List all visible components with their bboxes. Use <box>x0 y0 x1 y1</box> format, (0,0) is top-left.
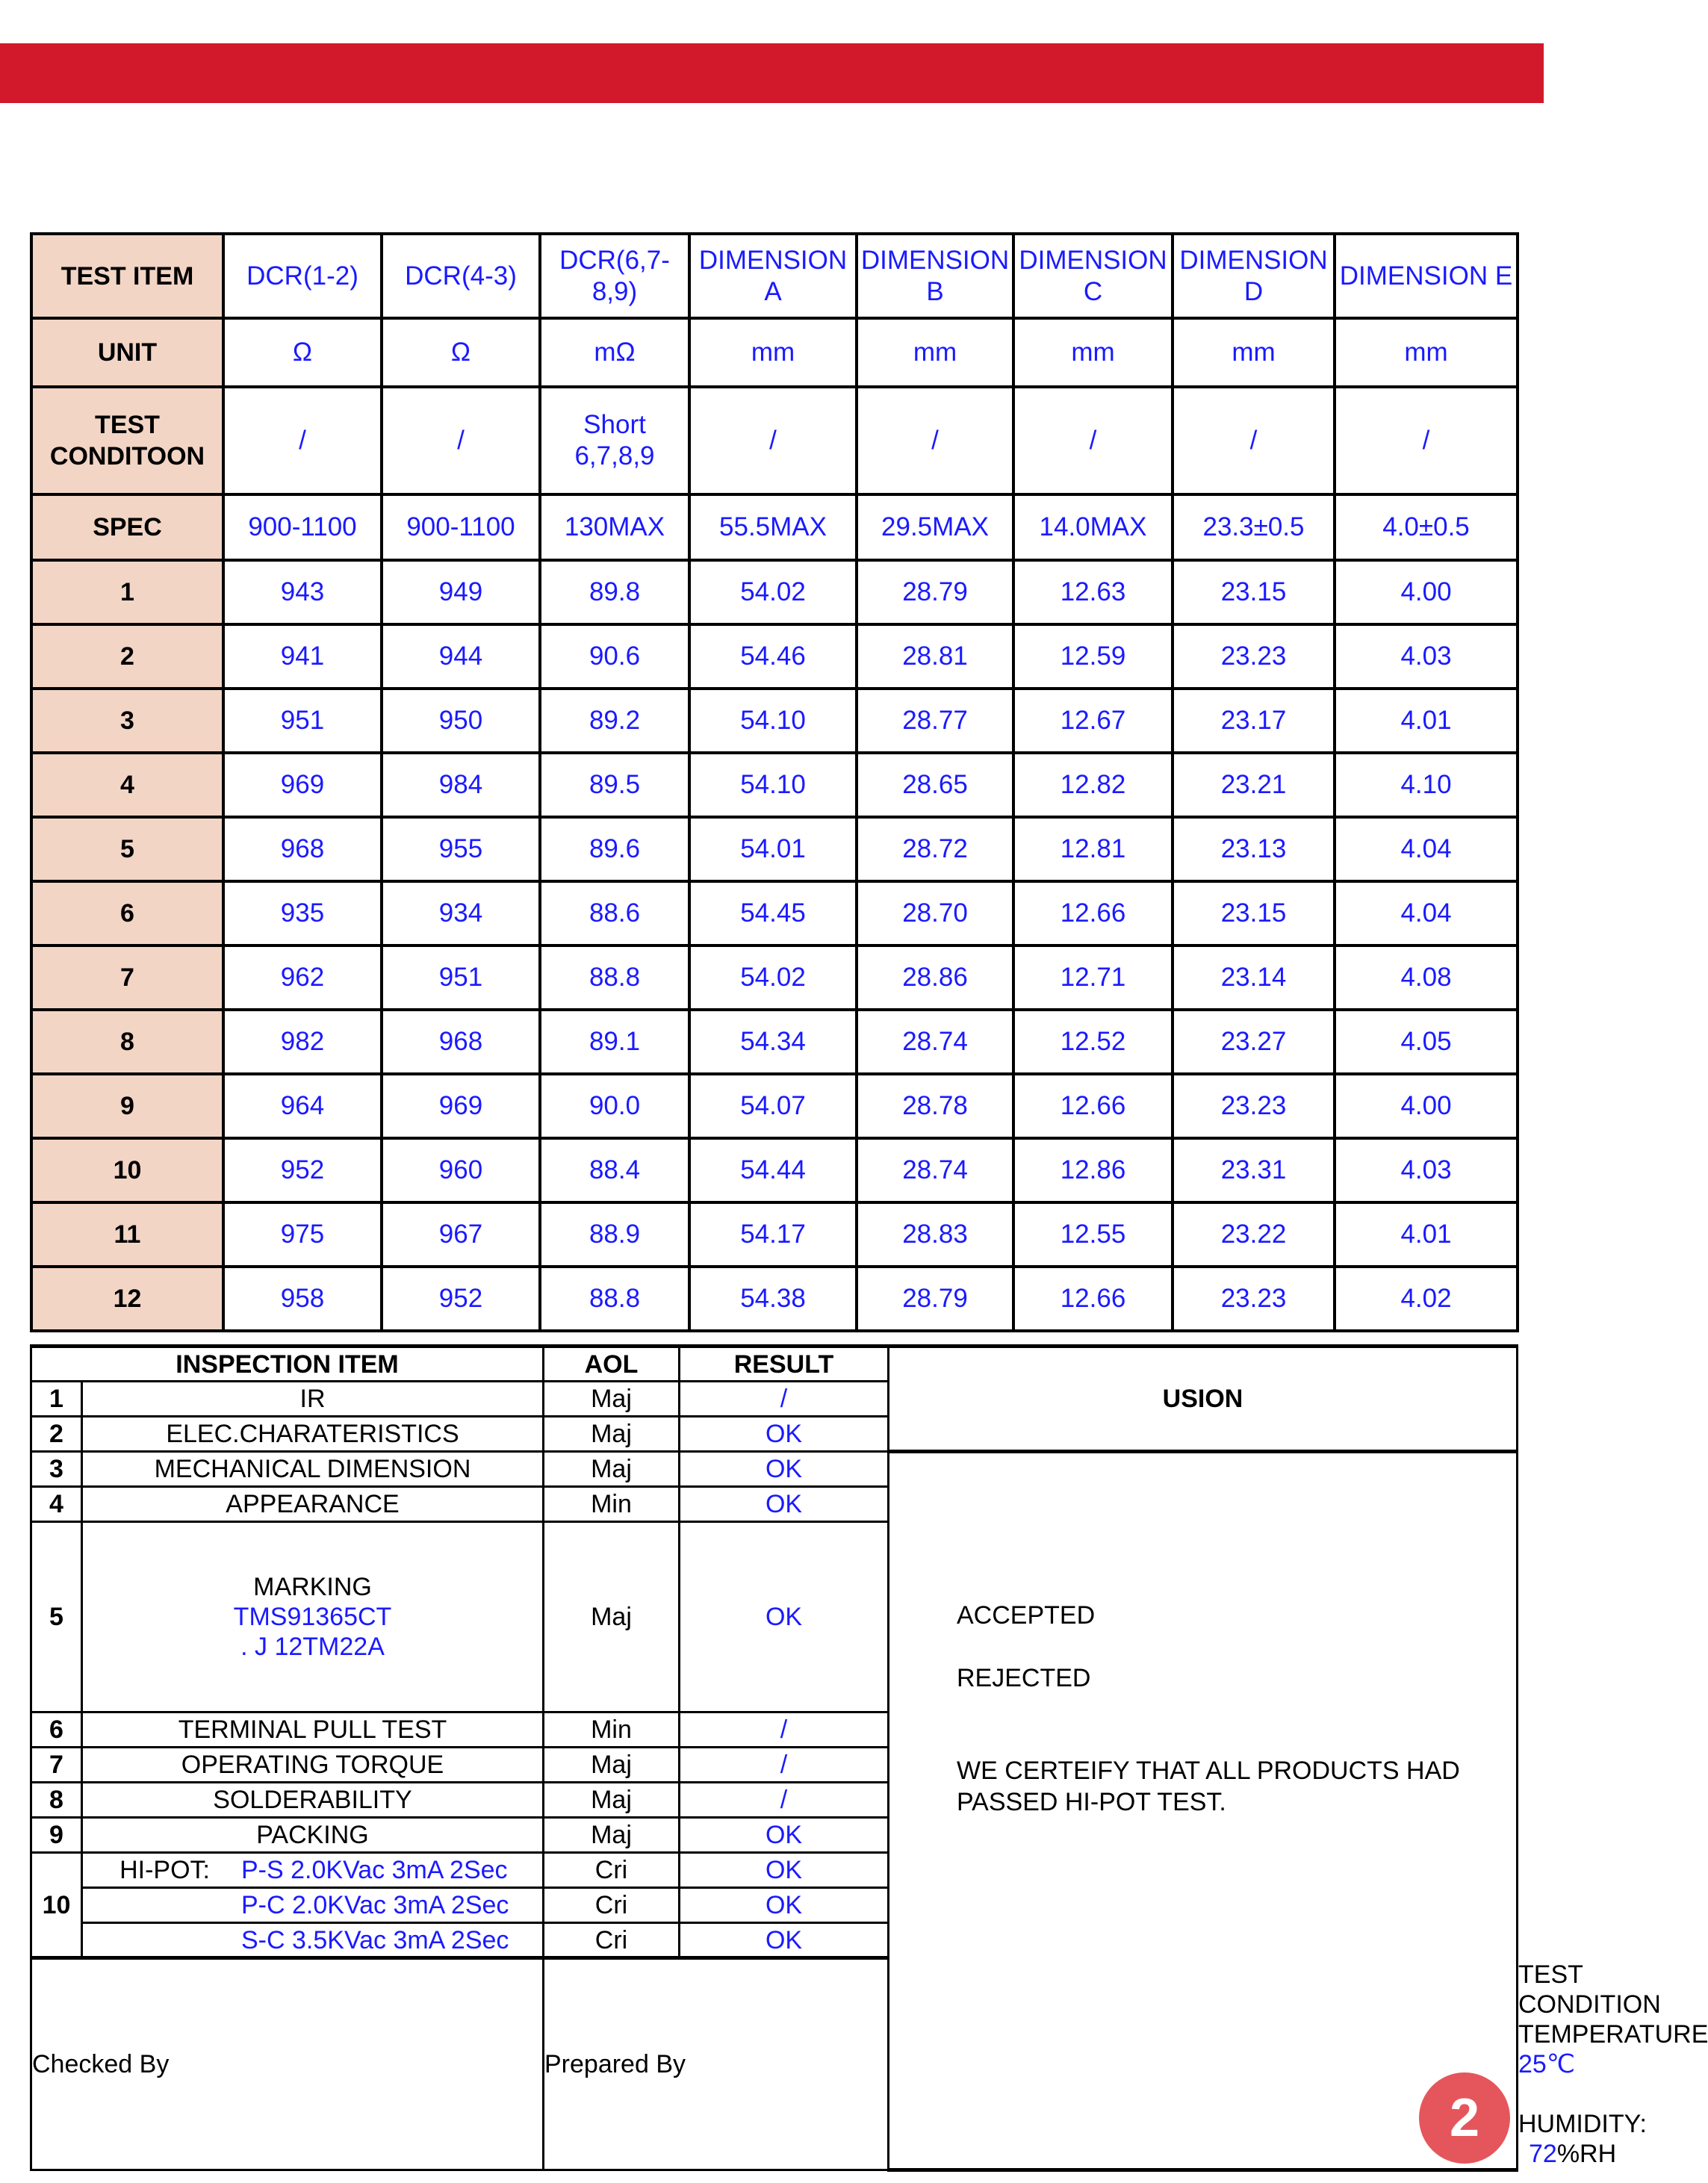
measurement-value: 23.23 <box>1173 1074 1335 1138</box>
marking-date-code: . J 12TM22A <box>240 1633 385 1661</box>
inspection-item: TERMINAL PULL TEST <box>82 1712 544 1748</box>
measurement-value: 968 <box>223 817 382 881</box>
measurement-value: 89.2 <box>540 689 689 753</box>
top-banner <box>0 43 1544 103</box>
measurement-value: 28.72 <box>857 817 1013 881</box>
unit-cell: Ω <box>223 318 382 387</box>
inspection-table <box>30 1344 1708 2172</box>
measurement-value: 960 <box>382 1138 540 1202</box>
measurement-value: 23.22 <box>1173 1202 1335 1267</box>
measurement-table <box>30 232 1519 1332</box>
sample-row <box>31 689 1518 753</box>
sample-row <box>31 881 1518 945</box>
aol-value: Cri <box>544 1888 680 1923</box>
measurement-value: 23.23 <box>1173 1267 1335 1331</box>
hipot-spec-cell <box>82 1923 544 1958</box>
measurement-value: 54.01 <box>689 817 857 881</box>
result-value: OK <box>680 1452 889 1487</box>
hipot-spec: S-C 3.5KVac 3mA 2Sec <box>241 1925 509 1954</box>
measurement-value: 4.03 <box>1335 624 1518 689</box>
row-number: 4 <box>31 1487 82 1522</box>
hipot-spec-cell <box>82 1888 544 1923</box>
condition-cell: / <box>1173 387 1335 494</box>
footer-row: Checked By Prepared By TEST CONDITION TEMPERATURE 25℃ HUMIDITY: 72%RH <box>31 1958 1518 2170</box>
aol-value: Maj <box>544 1522 680 1712</box>
sample-row <box>31 1202 1518 1267</box>
measurement-value: 4.03 <box>1335 1138 1518 1202</box>
condition-cell: / <box>689 387 857 494</box>
hipot-spec: P-S 2.0KVac 3mA 2Sec <box>241 1856 508 1884</box>
result-header: RESULT <box>680 1347 889 1382</box>
row-number: 8 <box>31 1783 82 1818</box>
column-header: DCR(6,7-8,9) <box>540 234 689 318</box>
result-value: / <box>680 1382 889 1417</box>
unit-cell: mm <box>1173 318 1335 387</box>
test-item-label: TEST ITEM <box>31 234 223 318</box>
measurement-value: 54.17 <box>689 1202 857 1267</box>
result-value: / <box>680 1783 889 1818</box>
measurement-value: 935 <box>223 881 382 945</box>
result-value: OK <box>680 1923 889 1958</box>
spec-cell: 900-1100 <box>382 494 540 560</box>
measurement-value: 54.02 <box>689 945 857 1010</box>
inspection-item-header: INSPECTION ITEM <box>31 1347 544 1382</box>
measurement-value: 949 <box>382 560 540 624</box>
measurement-value: 28.65 <box>857 753 1013 817</box>
spec-cell: 29.5MAX <box>857 494 1013 560</box>
result-value: OK <box>680 1417 889 1452</box>
temperature-value: 25℃ <box>1518 2050 1576 2078</box>
measurement-value: 12.52 <box>1013 1010 1173 1074</box>
measurement-value: 54.34 <box>689 1010 857 1074</box>
measurement-value: 89.6 <box>540 817 689 881</box>
column-header: DIMENSION E <box>1335 234 1518 318</box>
header-row <box>31 234 1518 318</box>
result-value: OK <box>680 1522 889 1712</box>
certify-line-1: WE CERTEIFY THAT ALL PRODUCTS HAD <box>957 1757 1460 1785</box>
measurement-value: 952 <box>223 1138 382 1202</box>
measurement-value: 23.31 <box>1173 1138 1335 1202</box>
measurement-value: 4.04 <box>1335 881 1518 945</box>
measurement-value: 4.02 <box>1335 1267 1518 1331</box>
conclusion-title: USION <box>1162 1385 1243 1413</box>
sample-number: 6 <box>31 881 223 945</box>
row-number: 1 <box>31 1382 82 1417</box>
humidity-value: 72 <box>1529 2140 1557 2168</box>
measurement-value: 984 <box>382 753 540 817</box>
hipot-spec: P-C 2.0KVac 3mA 2Sec <box>241 1891 509 1919</box>
measurement-value: 12.67 <box>1013 689 1173 753</box>
measurement-value: 89.5 <box>540 753 689 817</box>
sample-number: 9 <box>31 1074 223 1138</box>
measurement-value: 54.38 <box>689 1267 857 1331</box>
aol-value: Maj <box>544 1748 680 1783</box>
measurement-value: 4.04 <box>1335 817 1518 881</box>
measurement-value: 23.14 <box>1173 945 1335 1010</box>
measurement-value: 941 <box>223 624 382 689</box>
measurement-value: 952 <box>382 1267 540 1331</box>
sample-row <box>31 817 1518 881</box>
spec-cell: 4.0±0.5 <box>1335 494 1518 560</box>
measurement-value: 90.6 <box>540 624 689 689</box>
sample-row <box>31 1138 1518 1202</box>
condition-cell: / <box>1335 387 1518 494</box>
temperature-label: TEMPERATURE <box>1518 2020 1708 2049</box>
measurement-value: 967 <box>382 1202 540 1267</box>
column-header: DIMENSION D <box>1173 234 1335 318</box>
measurement-value: 955 <box>382 817 540 881</box>
sample-row <box>31 1010 1518 1074</box>
aol-value: Cri <box>544 1853 680 1888</box>
measurement-value: 12.86 <box>1013 1138 1173 1202</box>
unit-cell: mm <box>1013 318 1173 387</box>
column-header: DCR(4-3) <box>382 234 540 318</box>
measurement-value: 4.08 <box>1335 945 1518 1010</box>
result-value: / <box>680 1712 889 1748</box>
measurement-value: 28.81 <box>857 624 1013 689</box>
condition-cell: / <box>223 387 382 494</box>
measurement-value: 12.59 <box>1013 624 1173 689</box>
measurement-value: 934 <box>382 881 540 945</box>
measurement-value: 28.83 <box>857 1202 1013 1267</box>
conclusion-body <box>889 1452 1518 2170</box>
checked-by: Checked By <box>31 1958 544 2170</box>
measurement-value: 23.23 <box>1173 624 1335 689</box>
measurement-value: 23.15 <box>1173 881 1335 945</box>
measurement-value: 943 <box>223 560 382 624</box>
measurement-value: 23.15 <box>1173 560 1335 624</box>
unit-label: UNIT <box>31 318 223 387</box>
measurement-value: 28.77 <box>857 689 1013 753</box>
sample-number: 5 <box>31 817 223 881</box>
humidity-unit: %RH <box>1556 2140 1617 2168</box>
column-header: DIMENSION A <box>689 234 857 318</box>
aol-value: Maj <box>544 1783 680 1818</box>
measurement-value: 950 <box>382 689 540 753</box>
row-number: 2 <box>31 1417 82 1452</box>
aol-value: Cri <box>544 1923 680 1958</box>
spec-cell: 900-1100 <box>223 494 382 560</box>
humidity-label: HUMIDITY: <box>1518 2110 1647 2138</box>
sample-number: 1 <box>31 560 223 624</box>
measurement-value: 54.02 <box>689 560 857 624</box>
inspection-item: SOLDERABILITY <box>82 1783 544 1818</box>
spec-cell: 130MAX <box>540 494 689 560</box>
sample-number: 4 <box>31 753 223 817</box>
hipot-spec-cell <box>82 1853 544 1888</box>
row-number: 6 <box>31 1712 82 1748</box>
inspection-item: ELEC.CHARATERISTICS <box>82 1417 544 1452</box>
measurement-value: 28.86 <box>857 945 1013 1010</box>
measurement-value: 958 <box>223 1267 382 1331</box>
sample-number: 2 <box>31 624 223 689</box>
page-number-badge: 2 <box>1419 2072 1510 2164</box>
measurement-value: 4.10 <box>1335 753 1518 817</box>
measurement-value: 28.79 <box>857 1267 1013 1331</box>
sample-row <box>31 624 1518 689</box>
unit-cell: mm <box>689 318 857 387</box>
condition-cell: / <box>1013 387 1173 494</box>
measurement-value: 28.74 <box>857 1138 1013 1202</box>
measurement-value: 969 <box>223 753 382 817</box>
measurement-value: 54.07 <box>689 1074 857 1138</box>
condition-row <box>31 387 1518 494</box>
measurement-value: 54.10 <box>689 753 857 817</box>
measurement-value: 54.45 <box>689 881 857 945</box>
measurement-value: 12.71 <box>1013 945 1173 1010</box>
inspection-item: OPERATING TORQUE <box>82 1748 544 1783</box>
measurement-value: 968 <box>382 1010 540 1074</box>
row-number: 9 <box>31 1818 82 1853</box>
column-header: DIMENSION B <box>857 234 1013 318</box>
sample-number: 10 <box>31 1138 223 1202</box>
condition-cell: / <box>382 387 540 494</box>
test-condition-label: TEST CONDITOON <box>31 387 223 494</box>
spec-cell: 14.0MAX <box>1013 494 1173 560</box>
measurement-value: 12.55 <box>1013 1202 1173 1267</box>
result-value: / <box>680 1748 889 1783</box>
marking-label: MARKING <box>253 1573 372 1601</box>
measurement-value: 12.81 <box>1013 817 1173 881</box>
unit-cell: mm <box>1335 318 1518 387</box>
row-number: 3 <box>31 1452 82 1487</box>
measurement-value: 12.63 <box>1013 560 1173 624</box>
spec-row <box>31 494 1518 560</box>
certify-line-2: PASSED HI-POT TEST. <box>957 1788 1226 1816</box>
measurement-value: 89.1 <box>540 1010 689 1074</box>
sample-row <box>31 1267 1518 1331</box>
measurement-value: 23.13 <box>1173 817 1335 881</box>
measurement-value: 88.8 <box>540 1267 689 1331</box>
marking-cell <box>82 1522 544 1712</box>
aol-value: Min <box>544 1487 680 1522</box>
condition-cell: / <box>857 387 1013 494</box>
row-number: 5 <box>31 1522 82 1712</box>
rejected-option: REJECTED <box>957 1664 1091 1692</box>
accepted-option: ACCEPTED <box>957 1601 1096 1630</box>
measurement-value: 962 <box>223 945 382 1010</box>
inspection-row <box>31 1452 1518 1487</box>
aol-value: Maj <box>544 1818 680 1853</box>
measurement-value: 23.17 <box>1173 689 1335 753</box>
measurement-value: 944 <box>382 624 540 689</box>
spec-label: SPEC <box>31 494 223 560</box>
sample-row <box>31 1074 1518 1138</box>
inspection-item: PACKING <box>82 1818 544 1853</box>
sample-number: 11 <box>31 1202 223 1267</box>
measurement-value: 28.70 <box>857 881 1013 945</box>
aol-value: Maj <box>544 1452 680 1487</box>
measurement-value: 951 <box>223 689 382 753</box>
measurement-value: 982 <box>223 1010 382 1074</box>
condition-cell: Short 6,7,8,9 <box>540 387 689 494</box>
aol-value: Maj <box>544 1417 680 1452</box>
measurement-value: 54.46 <box>689 624 857 689</box>
measurement-value: 23.27 <box>1173 1010 1335 1074</box>
row-number: 7 <box>31 1748 82 1783</box>
measurement-value: 4.01 <box>1335 689 1518 753</box>
marking-part-number: TMS91365CT <box>233 1603 392 1631</box>
unit-cell: Ω <box>382 318 540 387</box>
result-value: OK <box>680 1853 889 1888</box>
sample-number: 7 <box>31 945 223 1010</box>
inspection-item: MECHANICAL DIMENSION <box>82 1452 544 1487</box>
measurement-value: 969 <box>382 1074 540 1138</box>
result-value: OK <box>680 1888 889 1923</box>
result-value: OK <box>680 1818 889 1853</box>
sample-number: 3 <box>31 689 223 753</box>
measurement-value: 4.00 <box>1335 560 1518 624</box>
column-header: DIMENSION C <box>1013 234 1173 318</box>
measurement-value: 12.82 <box>1013 753 1173 817</box>
unit-cell: mΩ <box>540 318 689 387</box>
spec-cell: 55.5MAX <box>689 494 857 560</box>
measurement-value: 28.74 <box>857 1010 1013 1074</box>
inspection-item: APPEARANCE <box>82 1487 544 1522</box>
measurement-value: 88.8 <box>540 945 689 1010</box>
measurement-value: 951 <box>382 945 540 1010</box>
aol-value: Maj <box>544 1382 680 1417</box>
hipot-label: HI-POT: <box>119 1856 210 1884</box>
measurement-value: 88.9 <box>540 1202 689 1267</box>
row-number: 10 <box>31 1853 82 1958</box>
prepared-by: Prepared By <box>544 1958 889 2170</box>
conclusion-header <box>889 1347 1518 1452</box>
measurement-value: 23.21 <box>1173 753 1335 817</box>
measurement-value: 12.66 <box>1013 1074 1173 1138</box>
measurement-value: 4.05 <box>1335 1010 1518 1074</box>
measurement-value: 12.66 <box>1013 881 1173 945</box>
measurement-value: 89.8 <box>540 560 689 624</box>
sample-row <box>31 753 1518 817</box>
measurement-value: 975 <box>223 1202 382 1267</box>
measurement-value: 90.0 <box>540 1074 689 1138</box>
measurement-value: 88.4 <box>540 1138 689 1202</box>
sample-row <box>31 945 1518 1010</box>
column-header: DCR(1-2) <box>223 234 382 318</box>
sample-row <box>31 560 1518 624</box>
spec-cell: 23.3±0.5 <box>1173 494 1335 560</box>
unit-row <box>31 318 1518 387</box>
measurement-value: 28.78 <box>857 1074 1013 1138</box>
measurement-value: 54.44 <box>689 1138 857 1202</box>
inspection-item: IR <box>82 1382 544 1417</box>
measurement-value: 88.6 <box>540 881 689 945</box>
measurement-value: 54.10 <box>689 689 857 753</box>
aol-header: AOL <box>544 1347 680 1382</box>
measurement-value: 28.79 <box>857 560 1013 624</box>
unit-cell: mm <box>857 318 1013 387</box>
measurement-value: 12.66 <box>1013 1267 1173 1331</box>
measurement-value: 964 <box>223 1074 382 1138</box>
measurement-value: 4.00 <box>1335 1074 1518 1138</box>
result-value: OK <box>680 1487 889 1522</box>
measurement-value: 4.01 <box>1335 1202 1518 1267</box>
aol-value: Min <box>544 1712 680 1748</box>
sample-number: 12 <box>31 1267 223 1331</box>
sample-number: 8 <box>31 1010 223 1074</box>
